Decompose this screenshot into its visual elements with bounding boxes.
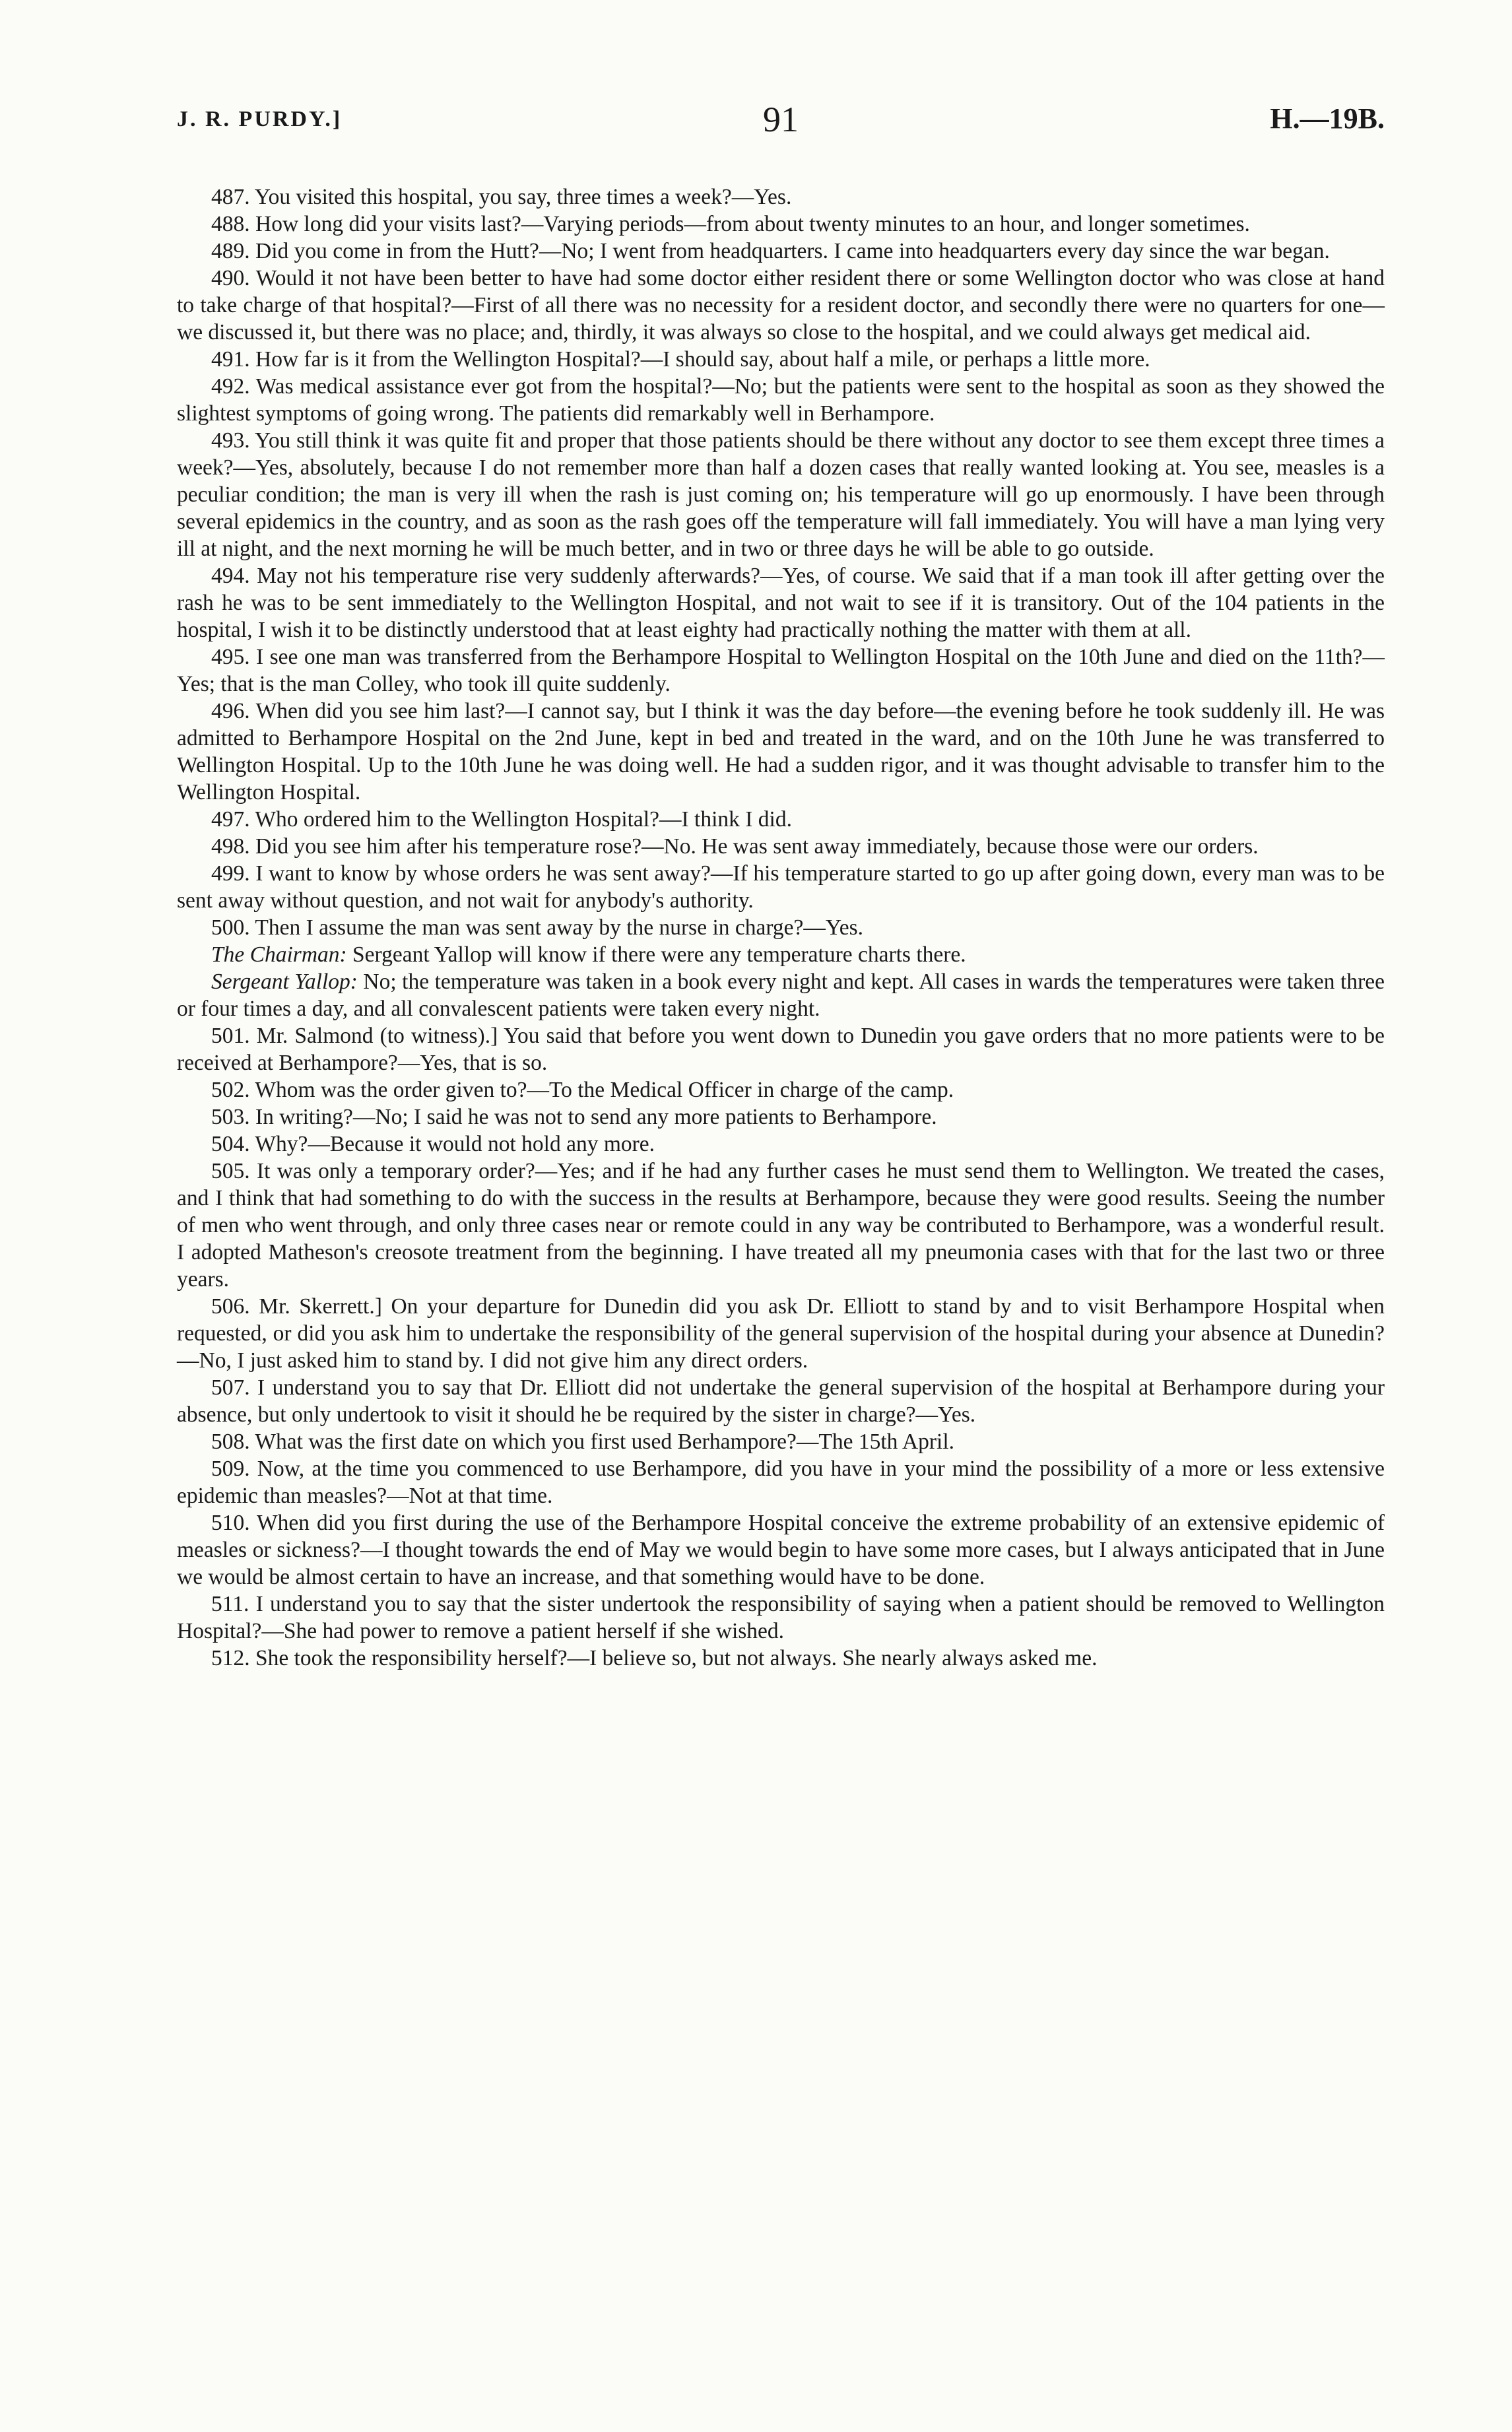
paragraph-488: 488. How long did your visits last?—Varying periods—from about twenty minutes to an hour, and longer sometimes. bbox=[211, 212, 1250, 236]
paragraph-508: 508. What was the first date on which you first used Berhampore?—The 15th April. bbox=[211, 1430, 955, 1454]
witness-name: J. R. PURDY.] bbox=[177, 107, 343, 131]
speaker-sergeant-yallop: Sergeant Yallop: bbox=[211, 970, 358, 994]
paragraph-500: 500. Then I assume the man was sent away by the nurse in charge?—Yes. bbox=[211, 915, 864, 940]
paragraph-502: 502. Whom was the order given to?—To the Medical Officer in charge of the camp. bbox=[211, 1078, 954, 1102]
speaker-chairman: The Chairman: bbox=[211, 942, 347, 967]
paragraph-487: 487. You visited this hospital, you say, three times a week?—Yes. bbox=[211, 185, 792, 209]
page-header bbox=[177, 99, 1385, 152]
document-reference: H.—19B. bbox=[1270, 102, 1385, 135]
paragraph-495: 495. I see one man was transferred from the Berhampore Hospital to Wellington Hospital on the 10th June and died on the 11th?—Yes; that is the man Colley, who took ill quite suddenly. bbox=[177, 645, 1385, 696]
paragraph-504: 504. Why?—Because it would not hold any more. bbox=[211, 1132, 655, 1156]
paragraph-sergeant-yallop: Sergeant Yallop: No; the temperature was taken in a book every night and kept. All cases in wards the temperatures were taken three or four times a day, and all convalescent patients were taken every night. bbox=[177, 970, 1385, 1021]
paragraph-505: 505. It was only a temporary order?—Yes; and if he had any further cases he must send them to Wellington. We treated the cases, and I think that had something to do with the success in the results at Berhampore, because they were good results. Seeing the number of men who went through, and only three cases near or remote could in any way be contributed to Berhampore, was a wonderful result. I adopted Matheson's creosote treatment from the beginning. I have treated all my pneumonia cases with that for the last two or three years. bbox=[177, 1159, 1385, 1292]
paragraph-501: 501. Mr. Salmond (to witness).] You said that before you went down to Dunedin you gave orders that no more patients were to be received at Berhampore?—Yes, that is so. bbox=[177, 1024, 1385, 1075]
paragraph-509: 509. Now, at the time you commenced to use Berhampore, did you have in your mind the possibility of a more or less extensive epidemic than measles?—Not at that time. bbox=[177, 1457, 1385, 1508]
paragraph-510: 510. When did you first during the use of the Berhampore Hospital conceive the extreme probability of an extensive epidemic of measles or sickness?—I thought towards the end of May we would begin to have some more cases, but I always anticipated that in June we would be almost certain to have an increase, and that something would have to be done. bbox=[177, 1511, 1385, 1589]
paragraph-511: 511. I understand you to say that the sister undertook the responsibility of saying when a patient should be removed to Wellington Hospital?—She had power to remove a patient herself if she wished. bbox=[177, 1592, 1385, 1643]
paragraph-506: 506. Mr. Skerrett.] On your departure for Dunedin did you ask Dr. Elliott to stand by and to visit Berhampore Hospital when requested, or did you ask him to undertake the responsibility of the general supervision of the hospital during your absence at Dunedin?—No, I just asked him to stand by. I did not give him any direct orders. bbox=[177, 1294, 1385, 1373]
paragraph-490: 490. Would it not have been better to have had some doctor either resident there or some Wellington doctor who was close at hand to take charge of that hospital?—First of all there was no necessity for a resident doctor, and secondly there were no quarters for one—we discussed it, but there was no place; and, thirdly, it was always so close to the hospital, and we could always get medical aid. bbox=[177, 266, 1385, 345]
paragraph-489: 489. Did you come in from the Hutt?—No; I went from headquarters. I came into headquarters every day since the war began. bbox=[211, 239, 1330, 263]
paragraph-497: 497. Who ordered him to the Wellington Hospital?—I think I did. bbox=[211, 807, 792, 832]
paragraph-496: 496. When did you see him last?—I cannot say, but I think it was the day before—the evening before he took suddenly ill. He was admitted to Berhampore Hospital on the 2nd June, kept in bed and treated in the ward, and on the 10th June he was transferred to Wellington Hospital. Up to the 10th June he was doing well. He had a sudden rigor, and it was thought advisable to transfer him to the Wellington Hospital. bbox=[177, 699, 1385, 805]
paragraph-503: 503. In writing?—No; I said he was not to send any more patients to Berhampore. bbox=[211, 1105, 937, 1129]
paragraph-491: 491. How far is it from the Wellington Hospital?—I should say, about half a mile, or perhaps a little more. bbox=[211, 347, 1150, 372]
paragraph-494: 494. May not his temperature rise very suddenly afterwards?—Yes, of course. We said that if a man took ill after getting over the rash he was to be sent immediately to the Wellington Hospital, and not wait to see if it is transitory. Out of the 104 patients in the hospital, I wish it to be distinctly understood that at least eighty had practically nothing the matter with them at all. bbox=[177, 564, 1385, 642]
paragraph-498: 498. Did you see him after his temperature rose?—No. He was sent away immediately, because those were our orders. bbox=[211, 834, 1259, 859]
paragraph-499: 499. I want to know by whose orders he was sent away?—If his temperature started to go up after going down, every man was to be sent away without question, and not wait for anybody's authority. bbox=[177, 861, 1385, 913]
paragraph-507: 507. I understand you to say that Dr. Elliott did not undertake the general supervision of the hospital at Berhampore during your absence, but only undertook to visit it should he be required by the sister in charge?—Yes. bbox=[177, 1375, 1385, 1427]
paragraph-492: 492. Was medical assistance ever got from the hospital?—No; but the patients were sent to the hospital as soon as they showed the slightest symptoms of going wrong. The patients did remarkably well in Berhampore. bbox=[177, 374, 1385, 426]
paragraph-493: 493. You still think it was quite fit and proper that those patients should be there without any doctor to see them except three times a week?—Yes, absolutely, because I do not remember more than half a dozen cases that really wanted looking at. You see, measles is a peculiar condition; the man is very ill when the rash is just coming on; his temperature will go up enormously. I have been through several epidemics in the country, and as soon as the rash goes off the temperature will fall immediately. You will have a man lying very ill at night, and the next morning he will be much better, and in two or three days he will be able to go outside. bbox=[177, 428, 1385, 561]
paragraph-512: 512. She took the responsibility herself?—I believe so, but not always. She nearly always asked me. bbox=[211, 1646, 1098, 1670]
evidence-text bbox=[177, 183, 1385, 1672]
page-number: 91 bbox=[763, 100, 799, 139]
paragraph-chairman: The Chairman: Sergeant Yallop will know if there were any temperature charts there. bbox=[211, 942, 966, 967]
